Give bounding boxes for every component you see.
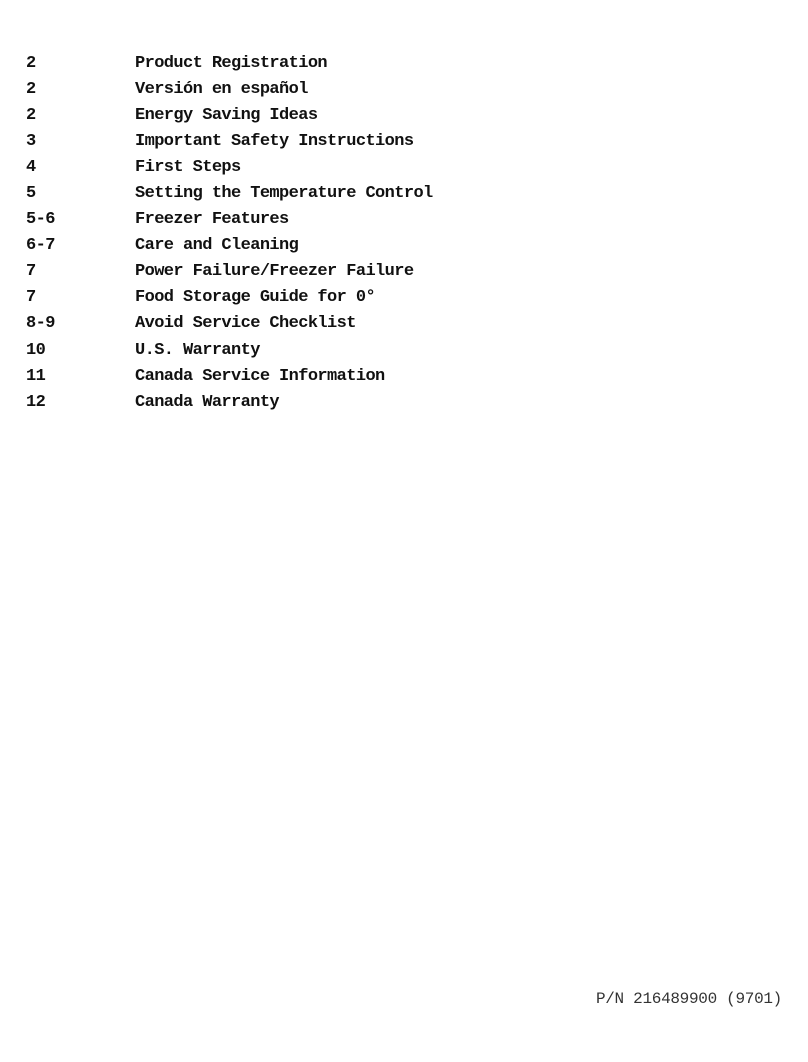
toc-entry-title: Product Registration <box>135 53 328 73</box>
toc-entry-title: Setting the Temperature Control <box>135 184 433 204</box>
toc-entry-important-safety-instructions <box>26 128 766 154</box>
toc-entry-energy-saving-ideas <box>26 102 766 128</box>
toc-entry-avoid-service-checklist <box>26 311 766 337</box>
toc-entry-canada-service-information <box>26 363 766 389</box>
toc-entry-title: Avoid Service Checklist <box>135 314 356 334</box>
toc-entry-us-warranty <box>26 337 766 363</box>
toc-entry-title: Freezer Features <box>135 210 289 230</box>
toc-entry-freezer-features <box>26 207 766 233</box>
toc-entry-title: Versión en español <box>135 79 308 99</box>
toc-page-number: 2 <box>26 53 36 73</box>
toc-page-number: 7 <box>26 262 36 282</box>
toc-entry-title: Canada Service Information <box>135 366 385 386</box>
toc-page-number: 4 <box>26 157 36 177</box>
toc-page-number: 7 <box>26 288 36 308</box>
toc-page-number: 12 <box>26 392 46 412</box>
toc-page-number: 2 <box>26 105 36 125</box>
toc-entry-title: First Steps <box>135 157 241 177</box>
toc-page-number: 10 <box>26 340 46 360</box>
toc-page-number: 3 <box>26 131 36 151</box>
toc-entry-title: Important Safety Instructions <box>135 131 414 151</box>
toc-entry-canada-warranty <box>26 389 766 415</box>
part-number: P/N 216489900 (9701) <box>595 990 782 1008</box>
toc-entry-title: Care and Cleaning <box>135 236 299 256</box>
table-of-contents <box>26 50 766 415</box>
toc-entry-title: Energy Saving Ideas <box>135 105 318 125</box>
toc-entry-title: Power Failure/Freezer Failure <box>135 262 414 282</box>
toc-entry-product-registration <box>26 50 766 76</box>
toc-entry-title: U.S. Warranty <box>135 340 260 360</box>
toc-page-number: 5-6 <box>26 210 55 230</box>
toc-entry-title: Canada Warranty <box>135 392 280 412</box>
toc-entry-first-steps <box>26 154 766 180</box>
toc-page-number: 8-9 <box>26 314 55 334</box>
toc-page-number: 2 <box>26 79 36 99</box>
toc-entry-setting-temperature-control <box>26 180 766 206</box>
toc-page-number: 6-7 <box>26 236 55 256</box>
toc-entry-care-and-cleaning <box>26 233 766 259</box>
toc-entry-title: Food Storage Guide for 0° <box>135 288 376 308</box>
toc-page-number: 5 <box>26 184 36 204</box>
toc-entry-power-failure <box>26 259 766 285</box>
toc-entry-food-storage-guide <box>26 285 766 311</box>
toc-entry-version-espanol <box>26 76 766 102</box>
toc-page-number: 11 <box>26 366 46 386</box>
